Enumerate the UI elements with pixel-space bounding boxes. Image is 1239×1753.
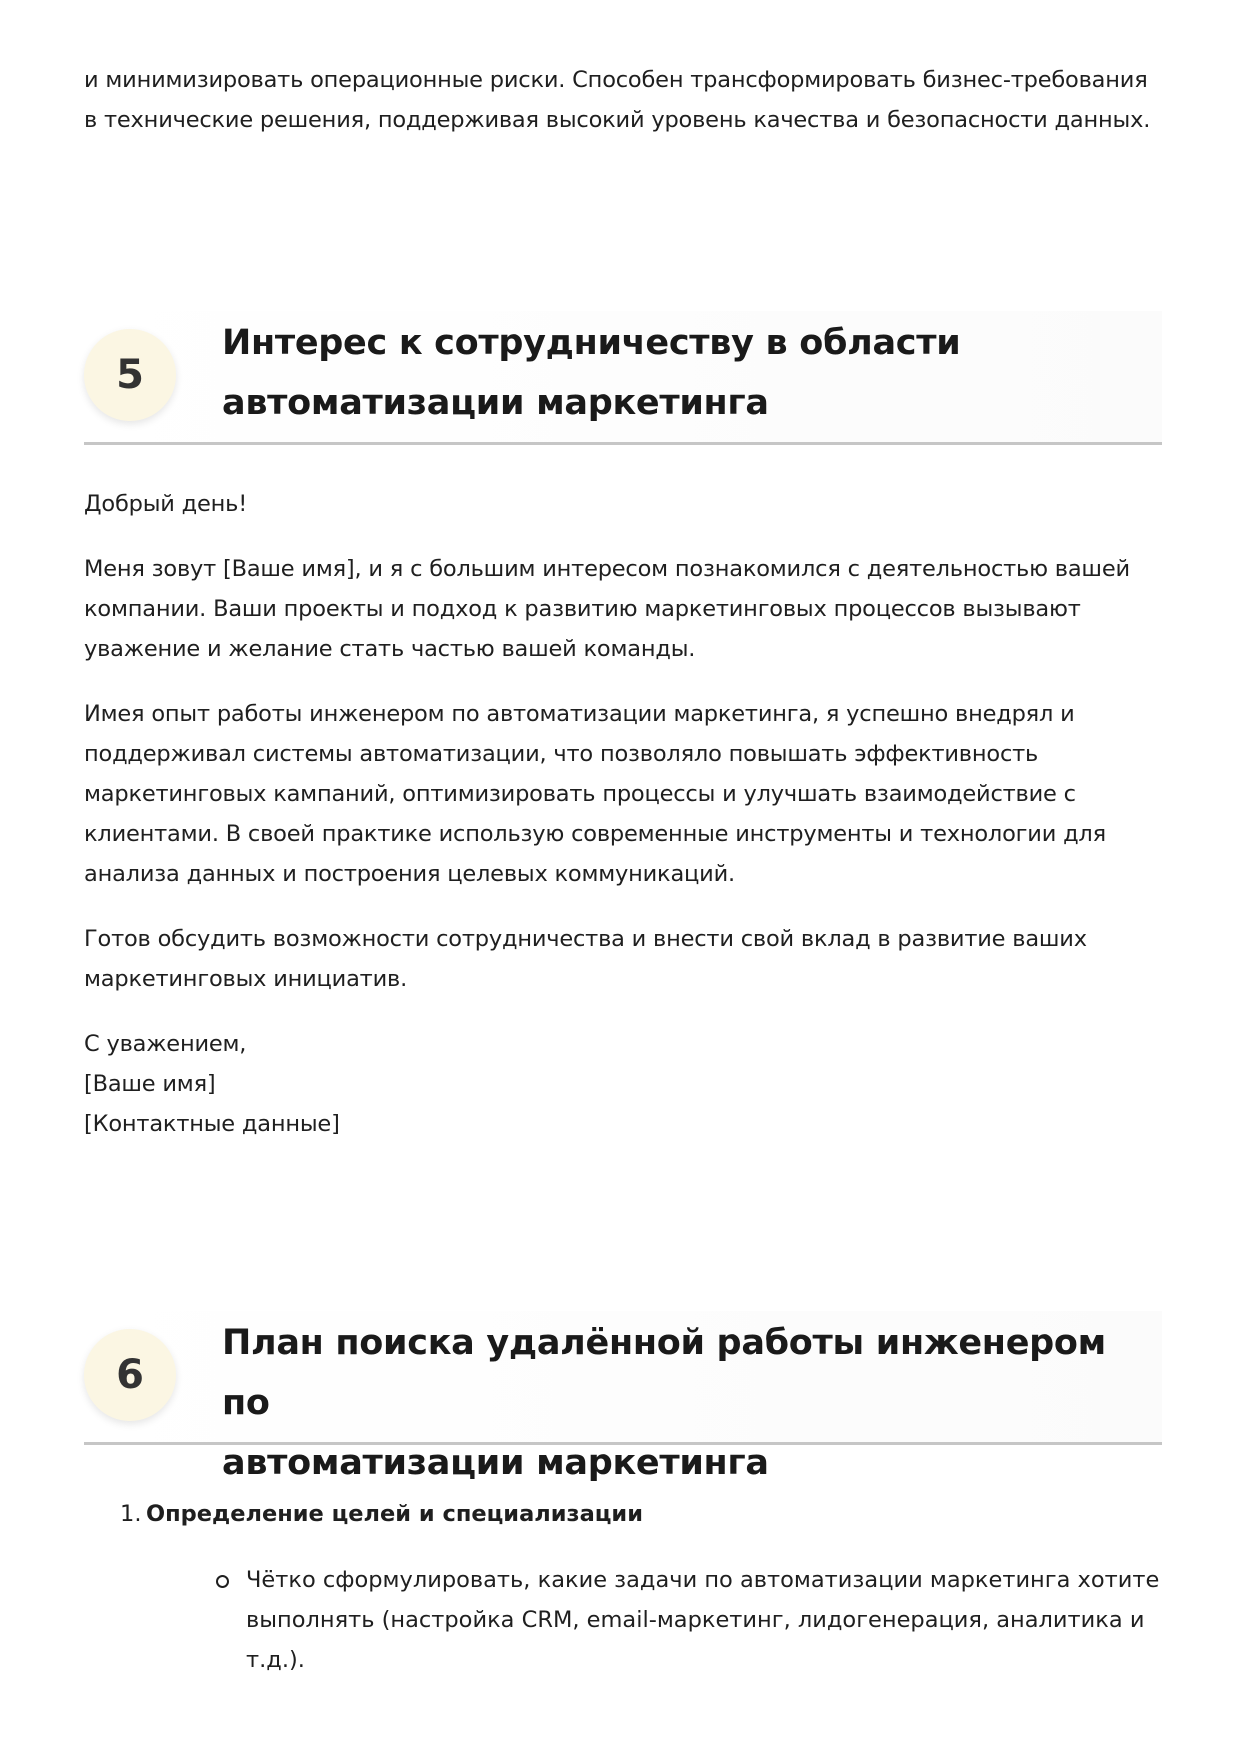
letter-line: уважение и желание стать частью вашей команды. bbox=[84, 636, 696, 662]
section-5-header bbox=[84, 311, 1162, 445]
letter-line: маркетинговых кампаний, оптимизировать процессы и улучшать взаимодействие с bbox=[84, 781, 1076, 807]
section-title-line: Интерес к сотрудничеству в области bbox=[222, 323, 961, 363]
letter-line: компании. Ваши проекты и подход к развитию маркетинговых процессов вызывают bbox=[84, 596, 1081, 622]
section-title-line: автоматизации маркетинга bbox=[222, 1443, 769, 1483]
letter-line: анализа данных и построения целевых коммуникаций. bbox=[84, 861, 735, 887]
section-number-badge: 6 bbox=[84, 1329, 176, 1421]
plan-list bbox=[84, 1494, 1162, 1680]
letter-line: клиентами. В своей практике использую современные инструменты и технологии для bbox=[84, 821, 1106, 847]
list-item bbox=[84, 1494, 1162, 1680]
letter-paragraph bbox=[84, 919, 1162, 999]
section-number-badge: 5 bbox=[84, 329, 176, 421]
intro-line: в технические решения, поддерживая высокий уровень качества и безопасности данных. bbox=[84, 107, 1151, 133]
letter-line: Имея опыт работы инженером по автоматизации маркетинга, я успешно внедрял и bbox=[84, 701, 1075, 727]
intro-line: и минимизировать операционные риски. Способен трансформировать бизнес-требования bbox=[84, 67, 1148, 93]
sender-name: [Ваше имя] bbox=[84, 1071, 216, 1097]
hollow-bullet-icon bbox=[216, 1575, 229, 1588]
intro-paragraph bbox=[84, 60, 1162, 140]
letter-line: Меня зовут [Ваше имя], и я с большим интересом познакомился с деятельностью вашей bbox=[84, 556, 1130, 582]
list-item-title: Определение целей и специализации bbox=[146, 1501, 643, 1527]
greeting: Добрый день! bbox=[84, 491, 248, 517]
signoff: С уважением, bbox=[84, 1031, 247, 1057]
list-item-number: 1. bbox=[120, 1501, 142, 1527]
sender-contacts: [Контактные данные] bbox=[84, 1111, 340, 1137]
section-title-line: План поиска удалённой работы инженером по bbox=[222, 1323, 1106, 1423]
section-6-title bbox=[222, 1313, 1142, 1493]
section-5-title bbox=[222, 313, 1142, 433]
letter-paragraph bbox=[84, 694, 1162, 894]
sub-list-line: выполнять (настройка CRM, email-маркетинг, лидогенерация, аналитика и т.д.). bbox=[246, 1607, 1145, 1673]
signature-block bbox=[84, 1024, 1162, 1144]
letter-line: Готов обсудить возможности сотрудничества и внести свой вклад в развитие ваших bbox=[84, 926, 1087, 952]
letter-line: поддерживал системы автоматизации, что позволяло повышать эффективность bbox=[84, 741, 1039, 767]
section-title-line: автоматизации маркетинга bbox=[222, 383, 769, 423]
letter-line: маркетинговых инициатив. bbox=[84, 966, 408, 992]
sub-list-line: Чётко сформулировать, какие задачи по автоматизации маркетинга хотите bbox=[246, 1567, 1160, 1593]
letter-paragraph bbox=[84, 549, 1162, 669]
sub-list bbox=[120, 1560, 1162, 1680]
section-6-header bbox=[84, 1311, 1162, 1483]
cover-letter bbox=[84, 484, 1162, 1144]
